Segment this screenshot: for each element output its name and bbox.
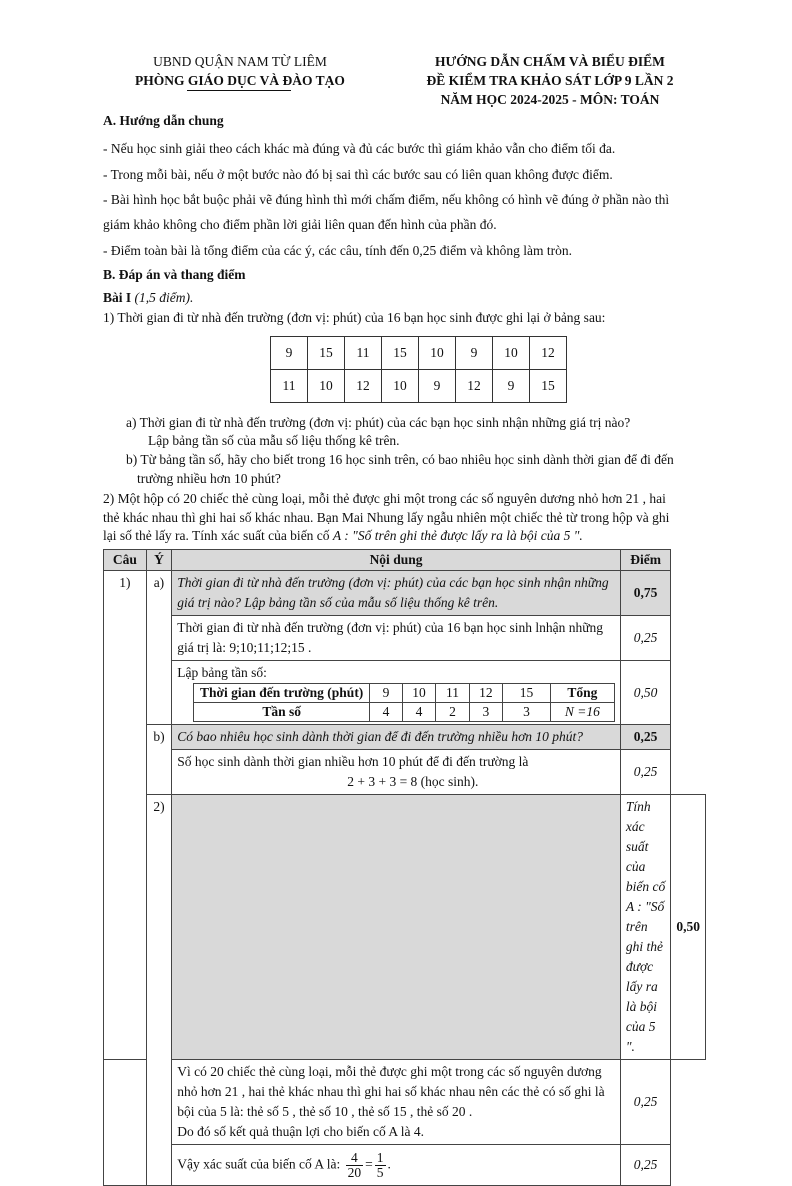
a-question: Thời gian đi từ nhà đến trường (đơn vị: phút) của các bạn học sinh nhận những giá trị nào? Lập bảng tần số của mẫu số liệu thống kê trên.	[172, 571, 621, 616]
freq-header-label: Thời gian đến trường (phút)	[194, 684, 370, 703]
c2-2-points: 0,25	[620, 1145, 671, 1186]
bai-label: Bài I	[103, 290, 132, 305]
freq-count: 3	[503, 703, 551, 722]
data-cell: 12	[456, 370, 493, 403]
a-points: 0,75	[620, 571, 671, 616]
table-row	[104, 1145, 706, 1186]
cau-1: 1)	[104, 571, 147, 1060]
guide-p1: - Nếu học sinh giải theo cách khác mà đúng và đủ các bước thì giám khảo vẫn cho điểm tối đa.	[103, 141, 616, 156]
fraction-4-20	[346, 1151, 364, 1180]
data-cell: 9	[271, 337, 308, 370]
question-2-line2: thẻ khác nhau thì ghi hai số khác nhau. Bạn Mai Nhung lấy ngẫu nhiên một chiếc thẻ từ trong hộp và ghi	[103, 510, 670, 525]
freq-count: 4	[370, 703, 403, 722]
col-header-content: Nội dung	[172, 550, 621, 571]
guide-p3b: giám khảo không cho điểm phần lời giải liên quan đến hình của phần đó.	[103, 217, 497, 232]
freq-header-value: 15	[503, 684, 551, 703]
a2-label: Lập bảng tần số:	[177, 665, 267, 680]
c2-line3: bội của 5 là: thẻ số 5 , thẻ số 10 , thẻ số 15 , thẻ số 20 .	[177, 1104, 473, 1119]
c2-1-points: 0,25	[620, 1060, 671, 1145]
table-row	[194, 684, 615, 703]
y-a: a)	[146, 571, 172, 725]
frac1-denominator: 20	[347, 1164, 362, 1180]
data-cell: 9	[456, 337, 493, 370]
table-row	[271, 370, 567, 403]
table-row	[104, 616, 706, 661]
guide-p3a: - Bài hình học bắt buộc phải vẽ đúng hình thì mới chấm điểm, nếu không có hình vẽ đúng ở phần nào thì	[103, 192, 670, 207]
section-a-title: A. Hướng dẫn chung	[103, 113, 224, 128]
y-empty	[172, 795, 621, 1060]
a1-answer: Thời gian đi từ nhà đến trường (đơn vị: phút) của 16 bạn học sinh lnhận những giá trị là: 9;10;11;12;15 .	[172, 616, 621, 661]
b-points: 0,25	[620, 725, 671, 750]
question-b-line2: trường nhiều hơn 10 phút?	[137, 471, 281, 486]
data-cell: 11	[345, 337, 382, 370]
table-row	[104, 571, 706, 616]
c2-final-prefix: Vậy xác suất của biến cố A là:	[177, 1156, 344, 1172]
frequency-table	[193, 683, 615, 722]
question-a-line2: Lập bảng tần số của mẫu số liệu thống kê trên.	[148, 433, 400, 448]
freq-count: 3	[469, 703, 502, 722]
data-cell: 11	[271, 370, 308, 403]
a2-points: 0,50	[620, 661, 671, 725]
data-cell: 12	[530, 337, 567, 370]
data-cell: 10	[382, 370, 419, 403]
data-cell: 12	[345, 370, 382, 403]
data-cell: 9	[419, 370, 456, 403]
event-a-definition: A : "Số trên ghi thẻ được lấy ra là bội của 5 ".	[332, 528, 583, 543]
question-2-line3a: lại số thẻ lấy ra. Tính xác suất của biến cố	[103, 528, 333, 543]
grading-table	[103, 549, 706, 1186]
table-row	[104, 750, 706, 795]
exam-title: ĐỀ KIỂM TRA KHẢO SÁT LỚP 9 LẦN 2	[426, 73, 674, 88]
question-2-line3	[103, 526, 583, 546]
freq-header-value: 9	[370, 684, 403, 703]
guide-p2: - Trong mỗi bài, nếu ở một bước nào đó bị sai thì các bước sau có liên quan không được điểm.	[103, 167, 613, 182]
c2-line4: Do đó số kết quả thuận lợi cho biến cố A là 4.	[177, 1124, 424, 1139]
fraction-1-5	[375, 1151, 386, 1180]
freq-header-value: 11	[436, 684, 469, 703]
freq-count: 2	[436, 703, 469, 722]
b1-calc: 2 + 3 + 3 = 8 (học sinh).	[347, 774, 479, 789]
section-b-title: B. Đáp án và thang điểm	[103, 267, 246, 282]
question-b-line1: b) Từ bảng tần số, hãy cho biết trong 16 học sinh trên, có bao nhiêu học sinh dành thời gian để đi đến	[126, 452, 674, 467]
data-cell: 15	[308, 337, 345, 370]
b1-text: Số học sinh dành thời gian nhiều hơn 10 phút để đi đến trường là	[177, 754, 529, 769]
frac1-numerator: 4	[346, 1151, 364, 1166]
district-name: UBND QUẬN NAM TỪ LIÊM	[153, 54, 327, 69]
c2-line1: Vì có 20 chiếc thẻ cùng loại, mỗi thẻ được ghi một trong các số nguyên dương	[177, 1064, 602, 1079]
department-name: PHÒNG GIÁO DỤC VÀ ĐÀO TẠO	[135, 73, 345, 88]
header-left	[110, 52, 370, 90]
table-row	[104, 725, 706, 750]
freq-count: 4	[402, 703, 435, 722]
a2-answer	[172, 661, 621, 725]
data-cell: 10	[493, 337, 530, 370]
problem-heading	[103, 288, 193, 308]
frac2-numerator: 1	[376, 1149, 384, 1165]
data-cell: 9	[493, 370, 530, 403]
y-b: b)	[146, 725, 172, 795]
freq-header-value: 10	[402, 684, 435, 703]
freq-row-label: Tần số	[194, 703, 370, 722]
table-row	[271, 337, 567, 370]
cau-2: 2)	[146, 795, 172, 1186]
table-header-row	[104, 550, 706, 571]
b-question: Có bao nhiêu học sinh dành thời gian để đi đến trường nhiều hơn 10 phút?	[172, 725, 621, 750]
q1-intro: 1) Thời gian đi từ nhà đến trường (đơn vị: phút) của 16 bạn học sinh được ghi lại ở bảng sau:	[103, 310, 606, 325]
b1-answer	[172, 750, 621, 795]
table-row	[194, 703, 615, 722]
freq-header-total: Tổng	[550, 684, 614, 703]
c2-conclusion: Vậy xác suất của biến cố A là: $\frac{4}{20}$ = $\frac{1}{5}$ .	[172, 1145, 621, 1186]
c2-points: 0,50	[671, 795, 706, 1060]
frac2-denominator: 5	[376, 1164, 384, 1180]
freq-total: N =16	[550, 703, 614, 722]
table-row	[104, 661, 706, 725]
school-year: NĂM HỌC 2024-2025 - MÔN: TOÁN	[440, 92, 660, 107]
a1-points: 0,25	[620, 616, 671, 661]
header-right	[400, 52, 700, 109]
col-header-cau: Câu	[104, 550, 147, 571]
c2-answer	[172, 1060, 621, 1145]
guide-p4: - Điểm toàn bài là tổng điểm của các ý, các câu, tính đến 0,25 điểm và không làm tròn.	[103, 243, 572, 258]
header-underline	[187, 90, 291, 91]
b1-points: 0,25	[620, 750, 671, 795]
freq-header-value: 12	[469, 684, 502, 703]
y-empty-2	[104, 1060, 147, 1186]
question-2-line1: 2) Một hộp có 20 chiếc thẻ cùng loại, mỗi thẻ được ghi một trong các số nguyên dương nhỏ hơn 21 , hai	[103, 491, 666, 506]
doc-title: HƯỚNG DẪN CHẤM VÀ BIỂU ĐIỂM	[435, 54, 665, 69]
col-header-y: Ý	[146, 550, 172, 571]
c2-question: Tính xác suất của biến cố A : "Số trên ghi thẻ được lấy ra là bội của 5 ".	[620, 795, 671, 1060]
data-cell: 15	[530, 370, 567, 403]
col-header-points: Điểm	[620, 550, 671, 571]
data-cell: 15	[382, 337, 419, 370]
bai-points: (1,5 điểm).	[134, 290, 194, 305]
c2-line2: nhỏ hơn 21 , hai thẻ khác nhau thì ghi hai số khác nhau nên các thẻ có số ghi là	[177, 1084, 605, 1099]
data-cell: 10	[308, 370, 345, 403]
question-a-line1: a) Thời gian đi từ nhà đến trường (đơn vị: phút) của các bạn học sinh nhận những giá trị nào?	[126, 415, 631, 430]
raw-data-table	[270, 336, 567, 403]
data-cell: 10	[419, 337, 456, 370]
table-row	[104, 1060, 706, 1145]
table-row	[104, 795, 706, 1060]
